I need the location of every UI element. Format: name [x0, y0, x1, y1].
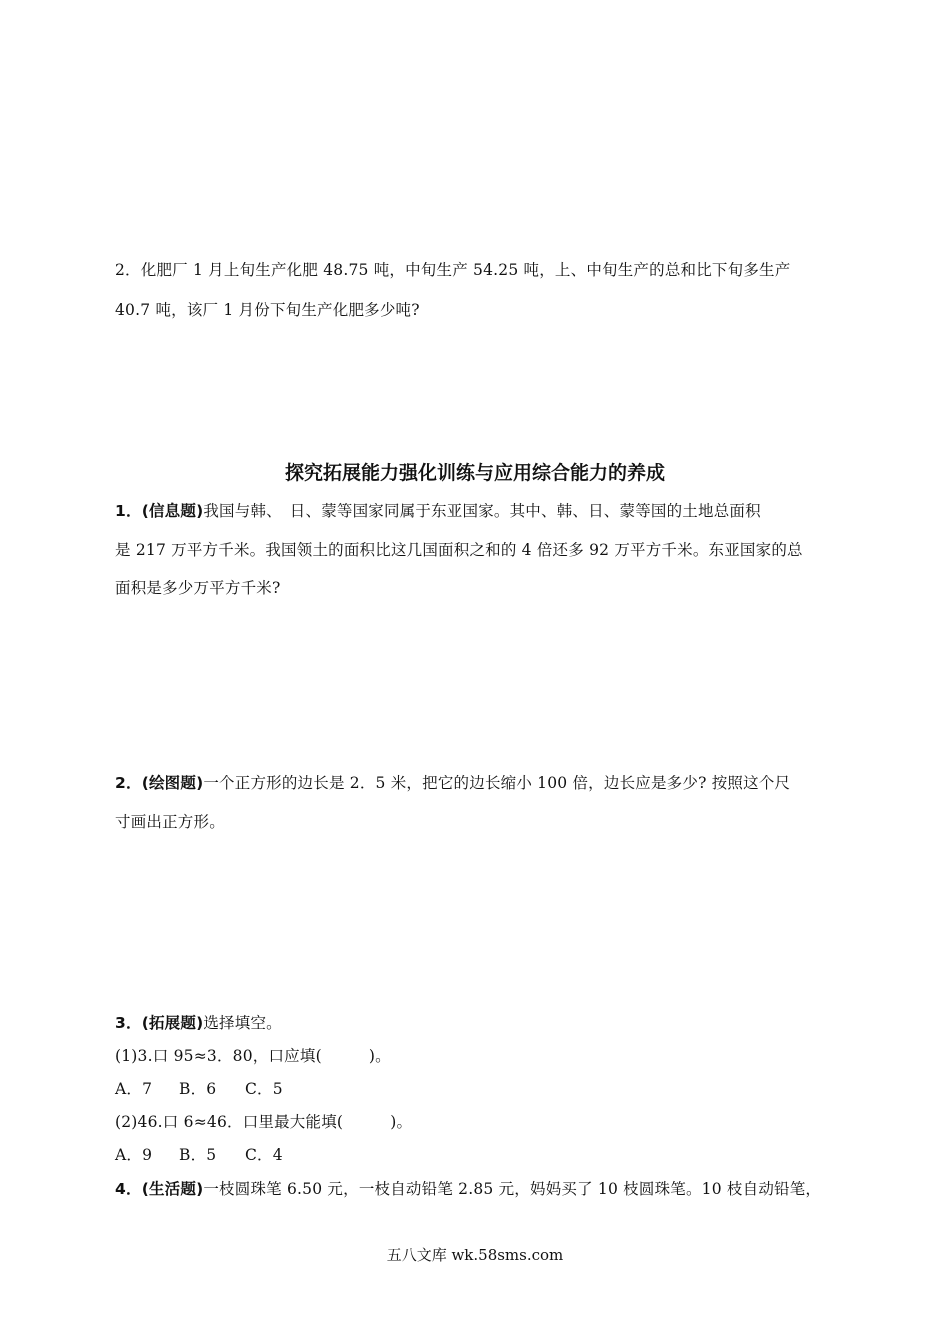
- option-a: A．9: [115, 1146, 153, 1164]
- question-1-tag: (信息题): [141, 502, 204, 520]
- question-3-tag: (拓展题): [141, 1014, 204, 1032]
- option-a: A．7: [115, 1080, 153, 1098]
- question-2-number: 2．: [115, 774, 142, 792]
- question-4-number: 4．: [115, 1180, 142, 1198]
- question-1-line-3: 面积是多少万平方千米?: [115, 579, 281, 597]
- question-2-tag: (绘图题): [141, 774, 204, 792]
- question-2-text: 一个正方形的边长是 2．5 米，把它的边长缩小 100 倍，边长应是多少? 按照这个尺: [203, 774, 791, 792]
- question-3-line-1: [115, 1012, 282, 1034]
- question-3-number: 3．: [115, 1014, 142, 1032]
- question-4-tag: (生活题): [141, 1180, 204, 1198]
- question-1-line-1: [115, 500, 761, 522]
- question-3-sub-1-options: [115, 1078, 283, 1100]
- option-c: C．5: [245, 1080, 283, 1098]
- question-1-number: 1．: [115, 502, 142, 520]
- question-1-line-2: 是 217 万平方千米。我国领土的面积比这几国面积之和的 4 倍还多 92 万平方千米。东亚国家的总: [115, 541, 803, 559]
- option-c: C．4: [245, 1146, 283, 1164]
- question-3-sub-1: (1)3.口 95≈3．80，口应填( )。: [115, 1047, 391, 1065]
- footer-watermark: 五八文库 wk.58sms.com: [386, 1246, 564, 1264]
- question-3-sub-2-options: [115, 1144, 283, 1166]
- option-b: B．5: [179, 1146, 217, 1164]
- question-3-text: 选择填空。: [203, 1014, 282, 1032]
- section-title: 探究拓展能力强化训练与应用综合能力的养成: [284, 462, 665, 484]
- question-2-line-1: [115, 772, 790, 794]
- prev-question-2-line-1: 2．化肥厂 1 月上旬生产化肥 48.75 吨，中旬生产 54.25 吨，上、中旬生产的总和比下旬多生产: [115, 261, 791, 279]
- question-2-line-2: 寸画出正方形。: [115, 813, 225, 831]
- question-4-text: 一枝圆珠笔 6.50 元，一枝自动铅笔 2.85 元，妈妈买了 10 枝圆珠笔。10 枝自动铅笔，: [203, 1180, 822, 1198]
- question-4-line-1: [115, 1178, 821, 1200]
- option-b: B．6: [179, 1080, 217, 1098]
- question-1-text: 我国与韩、 日、蒙等国家同属于东亚国家。其中、韩、日、蒙等国的土地总面积: [203, 502, 761, 520]
- question-3-sub-2: (2)46.口 6≈46．口里最大能填( )。: [115, 1113, 413, 1131]
- prev-question-2-line-2: 40.7 吨，该厂 1 月份下旬生产化肥多少吨?: [115, 301, 420, 319]
